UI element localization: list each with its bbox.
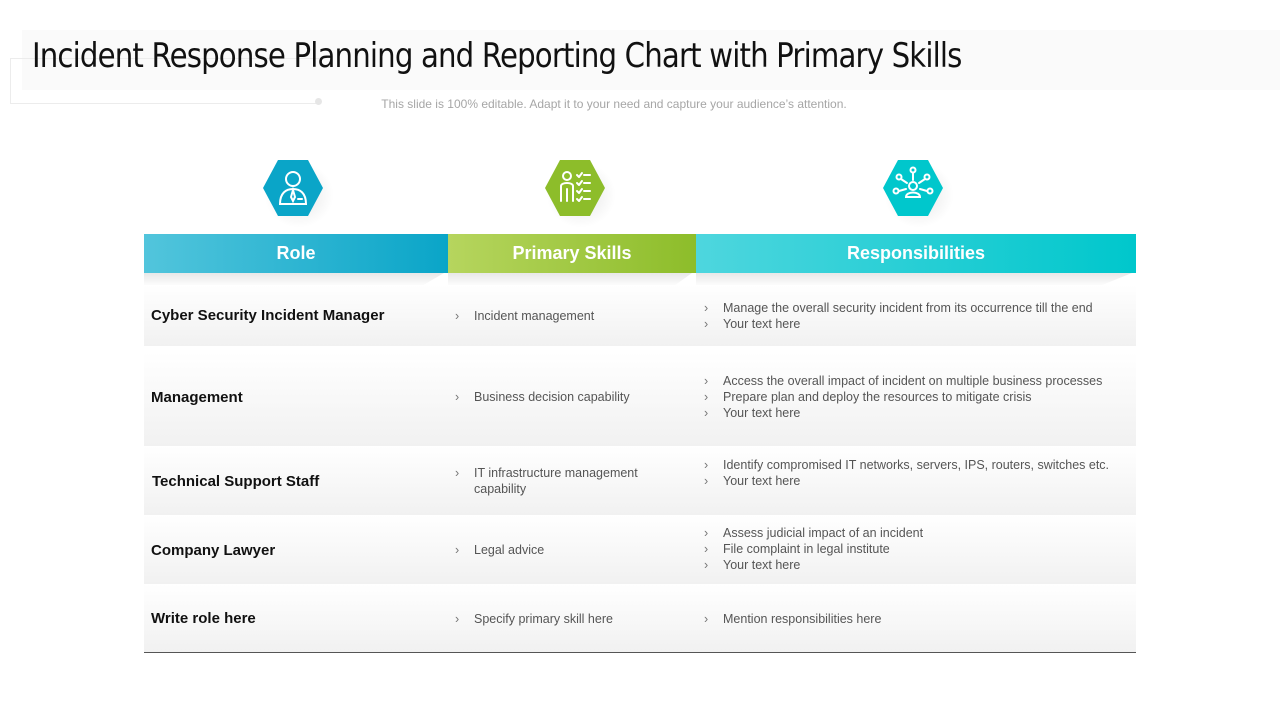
- responsibility-item: › File complaint in legal institute: [704, 541, 1129, 557]
- page-subtitle: This slide is 100% editable. Adapt it to your need and capture your audience’s attention.: [381, 97, 847, 111]
- network-user-icon: [882, 157, 944, 219]
- user-icon: [262, 157, 324, 219]
- role-name: Write role here: [151, 610, 256, 627]
- responsibility-item: › Manage the overall security incident from its occurrence till the end: [704, 300, 1129, 316]
- role-name: Technical Support Staff: [152, 473, 320, 490]
- role-name: Company Lawyer: [151, 542, 276, 559]
- responsibility-item: › Your text here: [704, 557, 1129, 573]
- skill-item: › Business decision capability: [455, 389, 665, 405]
- skills-list: [455, 308, 665, 324]
- responsibility-item: › Identify compromised IT networks, servers, IPS, routers, switches etc.: [704, 457, 1119, 473]
- checklist-person-icon: [544, 157, 606, 219]
- skill-item: › Legal advice: [455, 542, 665, 558]
- table-row: [144, 352, 1136, 446]
- skills-list: [455, 389, 665, 405]
- skill-item: › IT infrastructure management capability: [455, 465, 655, 497]
- table-bottom-border: [144, 652, 1136, 653]
- responsibilities-list: [704, 525, 1129, 573]
- responsibilities-list: [704, 300, 1129, 332]
- responsibilities-list: [704, 611, 1129, 627]
- column-header-role: Role: [144, 234, 448, 273]
- skills-list: [455, 611, 665, 627]
- responsibility-item: › Mention responsibilities here: [704, 611, 1129, 627]
- responsibility-item: › Assess judicial impact of an incident: [704, 525, 1129, 541]
- column-header-responsibilities: Responsibilities: [696, 234, 1136, 273]
- skill-item: › Specify primary skill here: [455, 611, 665, 627]
- table-row: [144, 446, 1136, 515]
- skills-list: [455, 542, 665, 558]
- skill-item: › Incident management: [455, 308, 665, 324]
- responsibility-item: › Your text here: [704, 473, 1119, 489]
- responsibilities-list: [704, 457, 1119, 489]
- table-row: [144, 515, 1136, 584]
- responsibility-item: › Prepare plan and deploy the resources to mitigate crisis: [704, 389, 1129, 405]
- responsibility-item: › Your text here: [704, 316, 1129, 332]
- role-name: Cyber Security Incident Manager: [151, 307, 385, 324]
- responsibilities-list: [704, 373, 1129, 421]
- responsibility-item: › Your text here: [704, 405, 1129, 421]
- column-header-primary-skills: Primary Skills: [448, 234, 696, 273]
- responsibility-item: › Access the overall impact of incident on multiple business processes: [704, 373, 1129, 389]
- table-row: [144, 285, 1136, 346]
- skills-list: [455, 465, 655, 497]
- role-name: Management: [151, 389, 243, 406]
- table-row: [144, 584, 1136, 652]
- page-title: Incident Response Planning and Reporting Chart with Primary Skills: [32, 36, 962, 76]
